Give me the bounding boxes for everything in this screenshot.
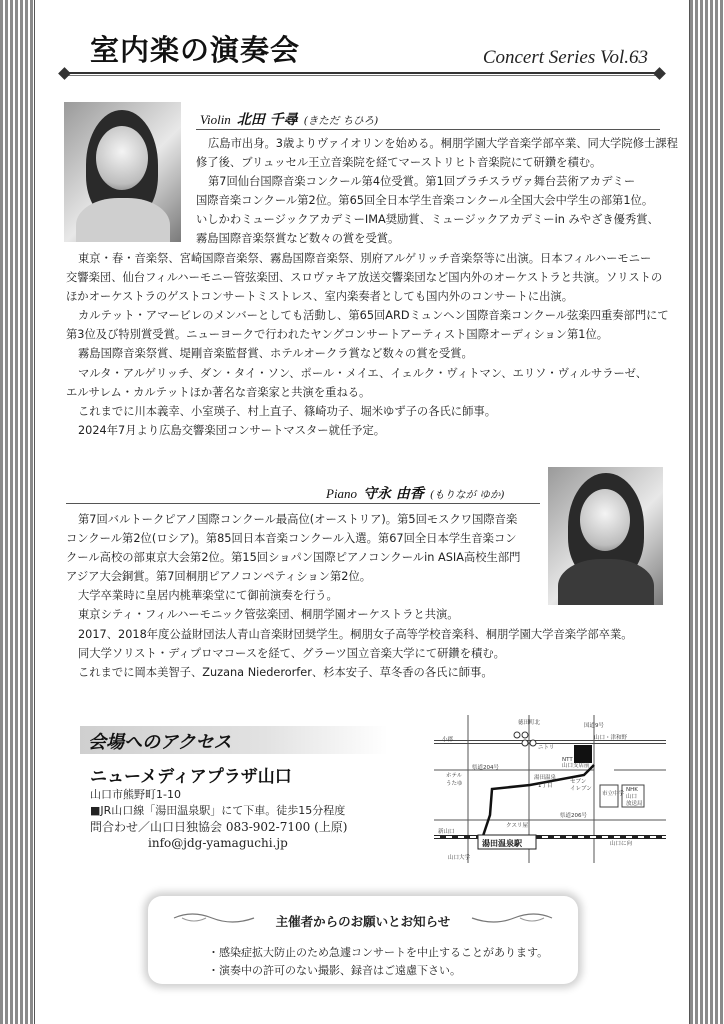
map-label: うたゆ xyxy=(446,781,463,787)
right-border xyxy=(690,0,724,1024)
pianist-bio-line: 第7回バルトークピアノ国際コンクール最高位(オーストリア)。第5回モスクワ国際音楽 xyxy=(78,513,518,526)
access-heading-bar xyxy=(80,726,388,754)
notice-line: ・感染症拡大防止のため急遽コンサートを中止することがあります。 xyxy=(208,946,549,959)
violinist-bio-line: 広島市出身。3歳よりヴァイオリンを始める。桐朋学園大学音楽学部卒業、同大学院修士課程 xyxy=(208,137,678,150)
map-label: 山口支店前 xyxy=(562,763,590,769)
page-title: 室内楽の演奏会 xyxy=(90,33,301,67)
map-label: 徳田町北 xyxy=(518,720,541,726)
pianist-instrument: Piano xyxy=(326,486,358,501)
rule-diamond-left xyxy=(58,67,71,80)
pianist-bio-line: 同大学ソリスト・ディプロマコースを経て、グラーツ国立音楽大学にて研鑽を積む。 xyxy=(78,646,505,660)
map-label: 山口大学 xyxy=(448,855,471,861)
pianist-bio-line: これまでに岡本美智子、Zuzana Niederorfer、杉本安子、草冬香の各氏に師事。 xyxy=(78,665,493,679)
concert-series: Concert Series Vol.63 xyxy=(482,47,648,68)
map-label: ニトリ xyxy=(538,745,555,751)
violinist-bio-line: 2024年7月より広島交響楽団コンサートマスター就任予定。 xyxy=(78,423,386,437)
violinist-bio-line: 霧島国際音楽祭賞、堤剛音楽監督賞、ホテルオークラ賞など数々の賞を受賞。 xyxy=(78,347,473,361)
map-label: セブン xyxy=(570,779,587,785)
violinist-bio-line: 東京・春・音楽祭、宮崎国際音楽祭、霧島国際音楽祭、別府アルゲリッチ音楽祭等に出演。日本フィルハーモニー xyxy=(78,252,652,265)
notice-box xyxy=(148,896,578,984)
violinist-bio-line: 修了後、ブリュッセル王立音楽院を経てマーストリヒト音楽院にて研鑽を積む。 xyxy=(196,156,602,170)
pianist-bio xyxy=(66,510,633,682)
pianist-name: 守永 由香 xyxy=(363,486,424,502)
map-signal xyxy=(530,740,536,746)
map-label: 山口・津和野 xyxy=(594,735,628,741)
map-label: NHK xyxy=(626,787,638,793)
map-label: イレブン xyxy=(570,786,592,792)
map-venue-marker xyxy=(574,745,592,763)
violinist-name: 北田 千尋 xyxy=(236,112,298,128)
map-label: 国道9号 xyxy=(584,723,604,729)
pianist-reading: (もりなが ゆか) xyxy=(429,489,505,501)
map-label: 県道204号 xyxy=(472,765,499,771)
map-signal xyxy=(522,740,528,746)
map-label: ホテル xyxy=(446,773,463,779)
access-heading: 会場へのアクセス xyxy=(88,732,232,753)
flourish-right-icon xyxy=(470,910,554,926)
map-station-label: 湯田温泉駅 xyxy=(482,839,522,848)
violinist-reading: (きただ ちひろ) xyxy=(303,115,379,127)
map-label: 新山口 xyxy=(438,829,455,835)
violinist-bio-line: 霧島国際音楽祭賞など数々の賞を受賞。 xyxy=(196,232,400,246)
violinist-bio-line: いしかわミュージックアカデミーIMA奨励賞、ミュージックアカデミーin みやざき優秀賞、 xyxy=(196,213,659,227)
violinist-bio-line: マルタ・アルゲリッチ、ダン・タイ・ソン、ポール・メイエ、イェルク・ヴィトマン、エリソ・ヴィルサラーゼ、 xyxy=(78,366,648,380)
left-border xyxy=(0,0,34,1024)
map-label: NTT xyxy=(562,757,573,763)
pianist-bio-line: アジア大会銅賞。第7回桐朋ピアノコンペティション第2位。 xyxy=(66,570,372,584)
violinist-name-line xyxy=(200,109,378,129)
rule-diamond-right xyxy=(653,67,666,80)
map-label: 山口 xyxy=(626,794,638,800)
map-label: 湯田温泉 xyxy=(534,775,557,781)
venue-name: ニューメディアプラザ山口 xyxy=(90,767,292,787)
title-rule xyxy=(64,72,660,74)
map-signal xyxy=(522,732,528,738)
pianist-bio-line: クール高校の部東京大会第2位。第15回ショパン国際ピアノコンクールin ASIA高校生部門 xyxy=(66,551,521,565)
violinist-instrument: Violin xyxy=(200,112,231,127)
notice-line: ・演奏中の許可のない撮影、録音はご遠慮下さい。 xyxy=(208,964,461,977)
violinist-bio-line: ほかオーケストラのゲストコンサートミストレス、室内楽奏者としても国内外のコンサートに出演。 xyxy=(66,290,574,304)
pianist-name-rule xyxy=(66,503,540,504)
access-map xyxy=(434,715,666,863)
venue-contact: 問合わせ／山口日独協会 083-902-7100 (上原) xyxy=(90,820,348,834)
map-signal xyxy=(514,732,520,738)
violinist-bio-line: これまでに川本義幸、小室瑛子、村上直子、篠崎功子、堀米ゆず子の各氏に師事。 xyxy=(78,404,496,418)
pianist-bio-line: 2017、2018年度公益財団法人青山音楽財団奨学生。桐朋女子高等学校音楽科、桐朋学園大学音楽学部卒業。 xyxy=(78,627,633,641)
venue-transit: ■JR山口線「湯田温泉駅」にて下車。徒歩15分程度 xyxy=(90,804,346,817)
pianist-name-line xyxy=(326,483,504,503)
venue-address: 山口市熊野町1-10 xyxy=(90,788,181,801)
violinist-photo xyxy=(64,102,181,242)
notice-title: 主催者からのお願いとお知らせ xyxy=(275,914,451,929)
pianist-bio-line: コンクール第2位(ロシア)。第85回日本音楽コンクール入選。第67回全日本学生音楽コン xyxy=(66,532,517,546)
pianist-bio-line: 東京シティ・フィルハーモニック管弦楽団、桐朋学園オーケストラと共演。 xyxy=(78,608,459,622)
violinist-bio-bottom xyxy=(66,249,669,440)
violinist-name-rule xyxy=(196,129,660,130)
venue-email[interactable]: info@jdg-yamaguchi.jp xyxy=(148,836,288,850)
map-label: 県道206号 xyxy=(560,813,587,819)
violinist-bio-top xyxy=(196,134,678,249)
map-label: 放送局 xyxy=(626,801,643,807)
map-label: 市立中学 xyxy=(602,791,625,797)
violinist-bio-line: 第3位及び特別賞受賞。ニューヨークで行われたヤングコンサートアーティスト国際オーディション第1位。 xyxy=(66,328,609,342)
right-border-inner xyxy=(684,0,690,1024)
violinist-bio-line: 第7回仙台国際音楽コンクール第4位受賞。第1回ブラチスラヴァ舞台芸術アカデミー xyxy=(208,175,636,189)
violinist-bio-line: エルサレム・カルテットほか著名な音楽家と共演を重ねる。 xyxy=(66,385,371,399)
map-label: 山口に向 xyxy=(610,841,633,847)
violinist-bio-line: カルテット・アマービレのメンバーとしても活動し、第65回ARDミュンヘン国際音楽コンクール弦楽四重奏部門にて xyxy=(78,309,669,323)
left-border-inner xyxy=(34,0,40,1024)
map-label: 1丁目 xyxy=(538,783,553,789)
map-label: 小郡 xyxy=(442,737,454,743)
pianist-bio-line: 大学卒業時に皇居内桃華楽堂にて御前演奏を行う。 xyxy=(78,589,338,603)
map-label: クスリ屋 xyxy=(506,823,528,829)
violinist-bio-line: 国際音楽コンクール第2位。第65回全日本学生音楽コンクール全国大会中学生の部第1位。 xyxy=(196,194,654,208)
violinist-bio-line: 交響楽団、仙台フィルハーモニー管弦楽団、スロヴァキア放送交響楽団など国内外のオーケストラと共演。ソリストの xyxy=(66,271,663,285)
